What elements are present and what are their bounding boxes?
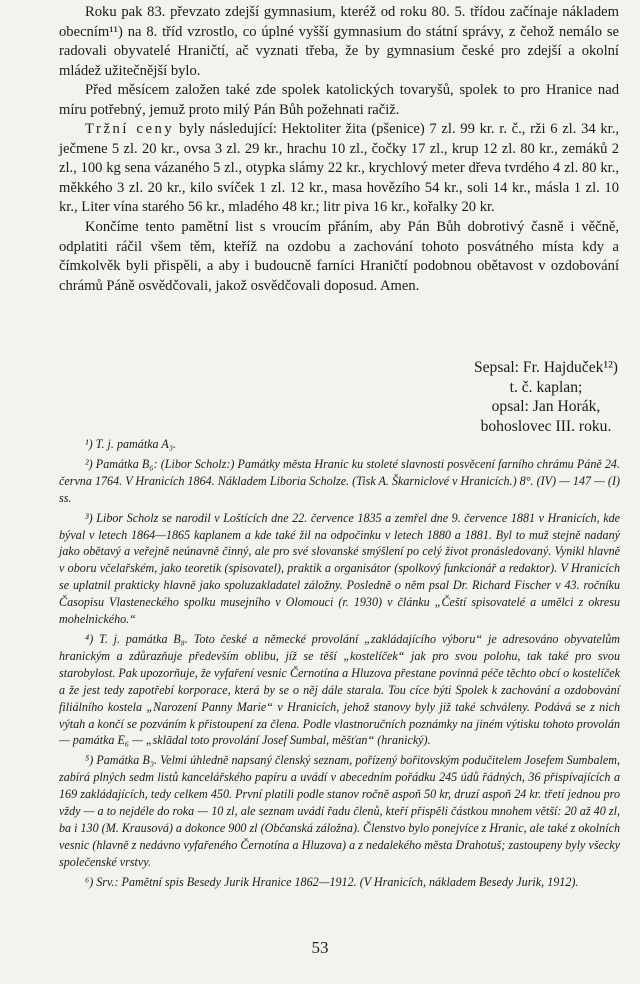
signature-author: Sepsal: Fr. Hajduček¹²): [473, 359, 618, 376]
footnote-3: ³) Libor Scholz se narodil v Loštících dne 22. července 1835 a zemřel dne 9. července 1881 v Hranicích, kde býval v letech 1864—1865 kaplanem a kde také žil na odpočinku v letech 1880 a 1881. Byl to muž stejně nadaný jako obětavý a veřejně neúnavně činný, ale pro své slovanské smýšlení po celý život pronásledovaný. Vynikl hlavně v oboru včelařském, jako teoretik (spisovatel), praktik a organisátor (spolkový funkcionář a redaktor). V Hranicích se uplatnil prakticky hlavně jako spoluzakladatel záložny. Posledně o něm psal Dr. Richard Fischer v 43. ročníku Časopisu Vlasteneckého spolku musejního v Olomouci (r. 1930) v článku „Čeští spisovatelé a umělci z okresu mohelnického.“: [59, 510, 620, 627]
paragraph-spolek: Před měsícem založen také zde spolek katolických tovaryšů, spolek to pro Hranice nad míru potřebný, jemuž proto milý Pán Bůh požehnati račiž.: [59, 82, 619, 118]
footnote-2: ²) Památka B₆: (Libor Scholz:) Památky města Hranic ku stoleté slavnosti posvěcení farního chrámu Páně 24. června 1764. V Hranicích 1864. Nákladem Liboria Scholze. (Tisk A. Škarniclové v Hranicích.) 8°. (IV) — 147 — (I) ss.: [59, 456, 620, 505]
page-number: 53: [311, 938, 329, 957]
footnotes: [59, 436, 620, 891]
footnote-4: ⁴) T. j. památka B₈. Toto české a německé provolání „zakládajícího výboru“ je adresováno obyvatelům hranickým a zdůrazňuje především oblibu, jíž se těší „kostelíček“ jak pro svou polohu, tak také pro svou starobylost. Pak upozorňuje, že vyfaření vesnic Černotína a Hluzova přestane povinná péče těchto obcí o kostelíček a že jest tedy zapotřebí korporace, která by se o něj dále starala. Tou cíce býti Spolek k zachování a ozdobování filiálního kostela „Narození Panny Marie“ v Hranicích, jehož stanovy byly již také schváleny. Podává se z nich výtah a končí se pozváním k přistoupení za člena. Podle vlastnoručních poznámky na jiném výtisku tohoto provolán — památka E₆ — „sklādal toto provolání Josef Sumbal, měšťan“ (hranický).: [59, 631, 620, 748]
paragraph-prices: [59, 120, 619, 218]
footnote-5: ⁵) Památka B₃. Velmi úhledně napsaný členský seznam, pořízený bořitovským podučitelem Josefem Sumbalem, zabírá plných sedm listů kancelářského papíru a uvádí v abecedním pořádku 245 údů řádných, 36 přispívajících a 169 zakládajících, tedy celkem 450. První platili podle stanov ročně aspoň 50 kr, druzí aspoň 24 kr. třetí jednou pro vždy — a to nejdéle do roka — 10 zl, ale seznam uvádí řadu členů, kteří přispěli částkou mnohem větší: 20 až 40 zl, ba i 130 (M. Krausová) a dokonce 900 zl (Občanská záložna). Členstvo bylo ponejvíce z Hranic, ale také z okolních vesnic (hlavně z nedávno vyfařeného Černotína a Hluzova) a z nedalekého města Drahotuš; zastoupeny byly všecky společenské vrstvy.: [59, 753, 620, 869]
paragraph-closing: Končíme tento pamětní list s vroucím přáním, aby Pán Bůh dobrotivý časně i věčně, odplatiti ráčil všem těm, kteříž na ozdobu a zachování tohoto posvátného místa kdy a čímkolvěk byli přispěli, a aby i budoucně farníci Hraničtí podobnou obětavost v ozdobování chrámů Páně osvědčovali, jakož osvědčovali doposud. Amen.: [59, 219, 619, 294]
signature-copyist: opsal: Jan Horák,: [491, 398, 601, 415]
paragraph-gymnasium: Roku pak 83. převzato zdejší gymnasium, kteréž od roku 80. 5. třídou začínaje nákladem obecním¹¹) na 8. tříd vzrostlo, co úplné vyšší gymnasium do státní správy, z čehož nemálo se radovali obyvatelé Hraničtí, ač vyznati třeba, že by gymnasium české pro zdejší a okolní mládež užitečnější bylo.: [59, 4, 619, 79]
main-text: [59, 3, 619, 296]
prices-text: byly následující: Hektoliter žita (pšenice) 7 zl. 99 kr. r. č., rži 6 zl. 34 kr., ječmene 5 zl. 20 kr., ovsa 3 zl. 29 kr., hrachu 10 zl., čočky 17 zl., krup 12 zl. 80 kr., zemáků 2 zl., 100 kg sena vázaného 5 zl., otypka slámy 22 kr., krychlový meter dřeva tvrdého 4 zl. 80 kr., měkkého 3 zl. 20 kr., kilo svíček 1 zl. 12 kr., masa hovězího 54 kr., soli 14 kr., másla 1 zl. 10 kr., Liter vína starého 56 kr., mladého 48 kr.; litr piva 16 kr., kořalky 20 kr.: [59, 121, 619, 216]
footnote-1: ¹) T. j. památka A₃.: [85, 437, 177, 451]
prices-heading: Tržní ceny: [85, 121, 175, 138]
signature-copyist-role: bohoslovec III. roku.: [480, 417, 612, 435]
signature-block: [474, 358, 618, 436]
signature-author-role: t. č. kaplan;: [509, 378, 583, 396]
footnote-6: ⁶) Srv.: Pamětní spis Besedy Jurik Hranice 1862—1912. (V Hranicích, nákladem Besedy Jurik, 1912).: [85, 874, 579, 889]
